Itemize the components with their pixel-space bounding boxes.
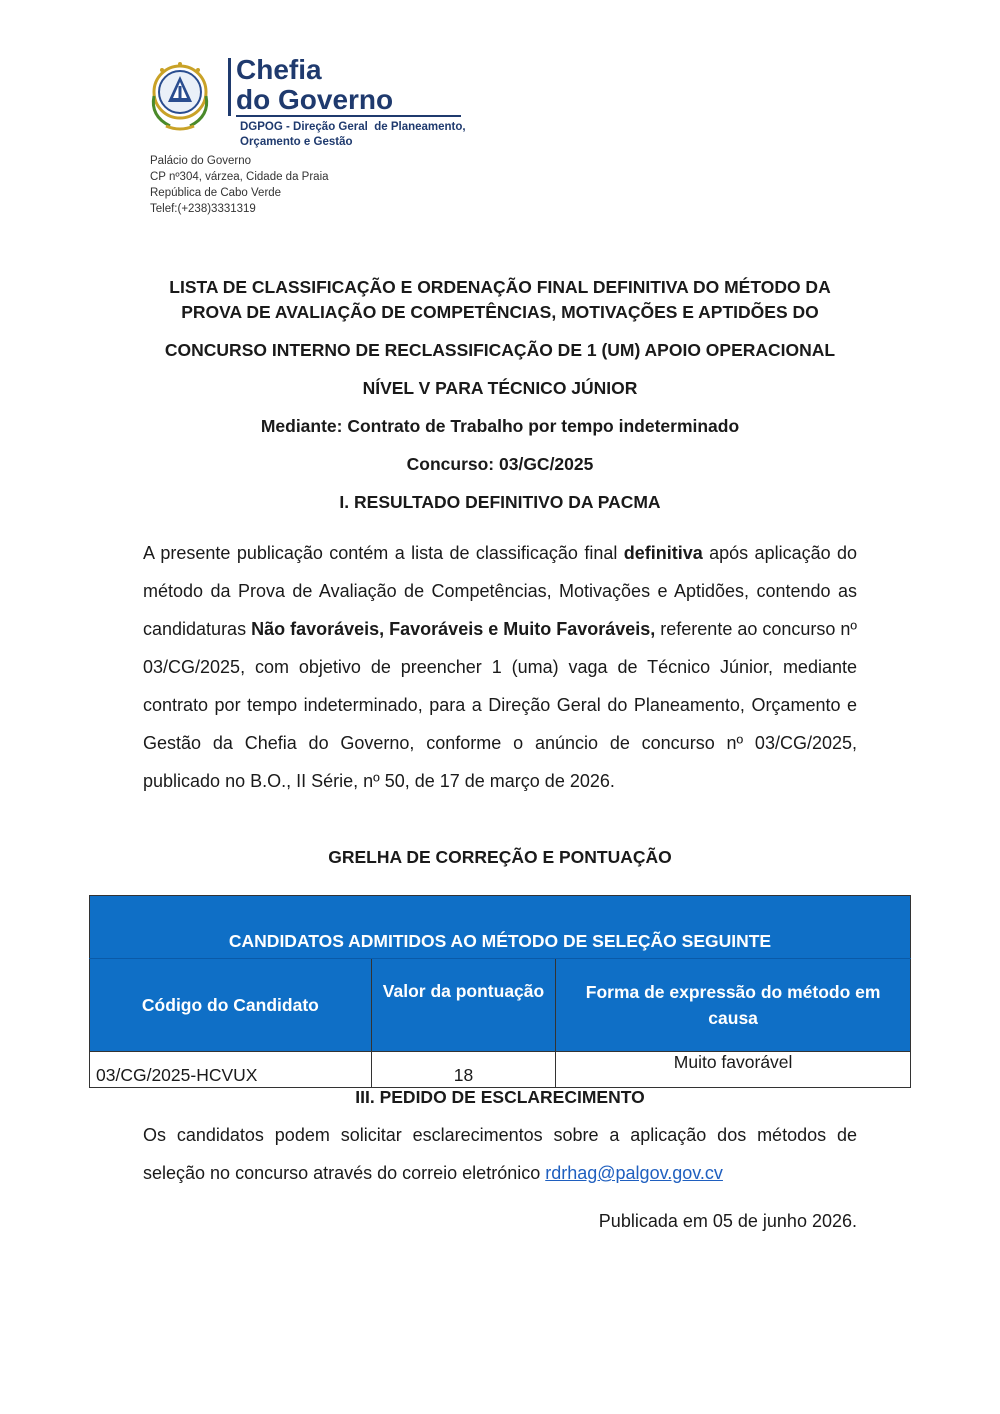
column-header-code: Código do Candidato <box>90 959 372 1052</box>
document-title-line1: LISTA DE CLASSIFICAÇÃO E ORDENAÇÃO FINAL DEFINITIVA DO MÉTODO DA <box>169 277 831 297</box>
score-value: 18 <box>371 1052 555 1088</box>
intro-text-1: A presente publicação contém a lista de classificação final <box>143 543 624 563</box>
brand-name-line1: Chefia <box>236 54 322 85</box>
contract-type: Mediante: Contrato de Trabalho por tempo indeterminado <box>260 416 740 436</box>
candidate-code: 03/CG/2025-HCVUX <box>90 1052 372 1088</box>
expression-value: Muito favorável <box>556 1052 911 1088</box>
column-header-expression: Forma de expressão do método em causa <box>556 959 911 1052</box>
intro-text-2: após aplicação do método da Prova de Avaliação de Competências, Motivações e Aptidões, contendo as candidaturas <box>143 543 858 639</box>
table-row <box>90 1052 911 1088</box>
column-header-score: Valor da pontuação <box>371 959 555 1052</box>
document-title-line2: PROVA DE AVALIAÇÃO DE COMPETÊNCIAS, MOTIVAÇÕES E APTIDÕES DO <box>181 302 819 322</box>
clarification-text-line2-text: seleção no concurso através do correio eletrónico <box>143 1163 546 1183</box>
cabo-verde-coat-of-arms-icon <box>140 56 220 136</box>
address-line: Palácio do Governo <box>150 155 252 167</box>
grid-title: GRELHA DE CORREÇÃO E PONTUAÇÃO <box>328 847 672 867</box>
publication-date: Publicada em 05 de junho 2026. <box>598 1211 857 1231</box>
intro-text-3: referente ao concurso nº 03/CG/2025, com objetivo de preencher 1 (uma) vaga de Técnico Júnior, mediante contrato por tempo indeterminado, para a Direção Geral do Planeamento, Orçamento e Gestão da Chefia do Governo, conforme o anúncio de concurso nº 03/CG/2025, publicado no B.O., II Série, nº 50, de 17 de março de 2026. <box>143 619 857 791</box>
section-heading-clarification: III. PEDIDO DE ESCLARECIMENTO <box>355 1087 645 1107</box>
intro-bold-candidaturas: Não favoráveis, Favoráveis e Muito Favoráveis, <box>251 619 656 639</box>
address-line: República de Cabo Verde <box>150 187 282 199</box>
email-link[interactable]: rdrhag@palgov.gov.cv <box>545 1163 723 1183</box>
table-banner: CANDIDATOS ADMITIDOS AO MÉTODO DE SELEÇÃO SEGUINTE <box>90 896 911 959</box>
contest-number: Concurso: 03/GC/2025 <box>406 454 594 474</box>
clarification-text-line1: Os candidatos podem solicitar esclarecimentos sobre a aplicação dos métodos de <box>143 1125 857 1145</box>
clarification-text-line2 <box>143 1163 857 1184</box>
intro-bold-definitiva: definitiva <box>623 543 703 563</box>
department-line1: DGPOG - Direção Geral de Planeamento, <box>240 121 466 133</box>
document-title-line3: CONCURSO INTERNO DE RECLASSIFICAÇÃO DE 1 (UM) APOIO OPERACIONAL <box>164 340 836 360</box>
section-heading-result: I. RESULTADO DEFINITIVO DA PACMA <box>339 492 661 512</box>
brand-divider <box>228 58 231 116</box>
brand-underline <box>236 115 461 117</box>
brand-name-line2: do Governo <box>236 84 394 115</box>
document-title-line4: NÍVEL V PARA TÉCNICO JÚNIOR <box>362 378 638 398</box>
address-line: CP nº304, várzea, Cidade da Praia <box>150 171 329 183</box>
address-line: Telef:(+238)3331319 <box>150 203 256 215</box>
intro-paragraph <box>143 534 857 800</box>
results-table <box>89 895 911 1088</box>
department-line2: Orçamento e Gestão <box>240 136 353 148</box>
